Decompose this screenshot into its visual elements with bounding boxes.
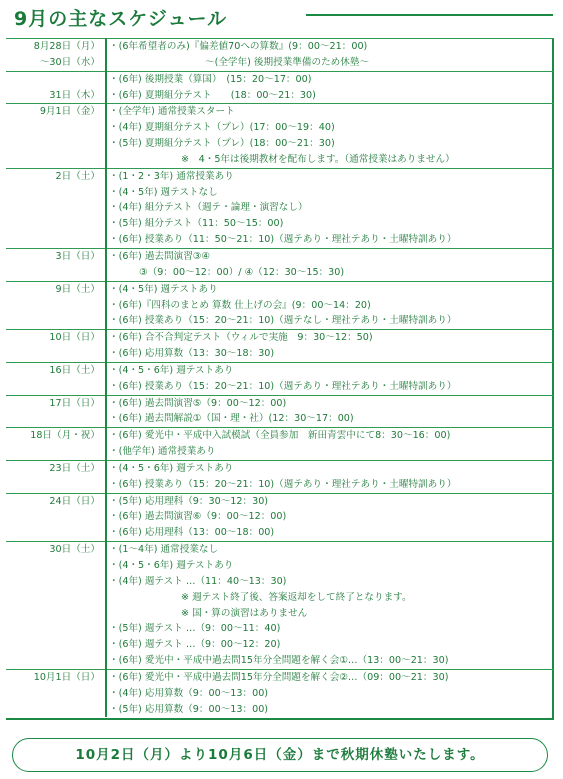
schedule-line — [6, 428, 554, 444]
schedule-entry: ※ 4・5年は後期教材を配布します。（通常授業はありません） — [181, 153, 455, 165]
schedule-entry: ・(4・5・6年) 週テストあり — [106, 460, 554, 476]
schedule-line — [6, 379, 554, 395]
schedule-entry: ・(6年) 授業あり（15：20～21：10)（週テあり・理社テあり・土曜特訓あり） — [109, 478, 457, 490]
schedule-date — [6, 686, 106, 702]
schedule-line — [6, 71, 554, 87]
schedule-date — [6, 136, 106, 152]
schedule-date: 30日（土） — [6, 542, 106, 558]
schedule-entry: ・(6年) 愛光中・平成中入試模試（全員参加 新田青雲中にて8：30～16：00) — [106, 428, 554, 444]
schedule-date: 2日（土） — [6, 168, 106, 184]
schedule-entry: ・(6年) 愛光中・平成中過去問15年分全問題を解く会②…（09：00～21：30) — [106, 669, 554, 685]
schedule-entry: ・(5年) 夏期組分テスト（プレ）(18：00～21：30) — [109, 138, 335, 150]
schedule-date — [6, 232, 106, 248]
schedule-entry: ・(4・5年) 週テストあり — [106, 281, 554, 297]
schedule-date — [6, 509, 106, 525]
schedule-entry: ・(4・5・6年) 週テストあり — [109, 560, 234, 571]
schedule-entry: ・(4年) 応用算数（9：00～13：00) — [109, 687, 269, 699]
schedule-entry: ・(6年希望者のみ)『偏差値70への算数』(9：00～21：00) — [106, 39, 554, 55]
schedule-date — [6, 411, 106, 427]
schedule-line — [6, 606, 554, 622]
schedule-entry: ③（9：00～12：00）/ ④（12：30～15：30) — [139, 266, 345, 278]
schedule-line — [6, 104, 554, 120]
schedule-date — [6, 200, 106, 216]
schedule-line — [6, 265, 554, 281]
schedule-line — [6, 542, 554, 558]
schedule-entry: ※ 週テスト終了後、答案返却をして終了となります。 — [181, 591, 412, 603]
schedule-entry: ・(6年) 週テスト …（9：00～12：20) — [109, 639, 281, 651]
schedule-date: 8月28日（月） — [6, 39, 106, 55]
schedule-line — [6, 558, 554, 574]
schedule-date — [6, 313, 106, 329]
schedule-date: 10日（日） — [6, 330, 106, 346]
schedule-entry: ・(5年) 週テスト …（9：00～11：40) — [109, 623, 281, 635]
schedule-table-wrap — [6, 38, 554, 717]
schedule-date — [6, 152, 106, 168]
schedule-date: 17日（日） — [6, 395, 106, 411]
schedule-date — [6, 346, 106, 362]
schedule-entry: ・(1～4年) 通常授業なし — [106, 542, 554, 558]
schedule-date: 24日（日） — [6, 493, 106, 509]
schedule-date — [6, 185, 106, 201]
schedule-line — [6, 88, 554, 104]
schedule-entry: ・(6年) 後期授業（算国） (15：20～17：00) — [106, 71, 554, 87]
schedule-line — [6, 477, 554, 493]
schedule-line — [6, 574, 554, 590]
schedule-entry: ・(6年) 応用理科（13：00～18：00) — [109, 527, 275, 539]
schedule-date: 31日（木） — [6, 88, 106, 104]
schedule-date — [6, 606, 106, 622]
schedule-date: 16日（土） — [6, 362, 106, 378]
schedule-entry: ・(6年) 授業あり（15：20～21：10)（週テなし・理社テあり・土曜特訓あり） — [109, 315, 457, 327]
schedule-date: 9日（土） — [6, 281, 106, 297]
schedule-entry: ・(4年) 週テスト …（11：40～13：30) — [109, 575, 287, 587]
schedule-table — [6, 38, 554, 717]
schedule-entry: ・(6年) 授業あり（15：20～21：10)（週テあり・理社テあり・土曜特訓あり） — [109, 380, 457, 392]
schedule-entry: ・(5年) 組分テスト（11：50～15：00) — [109, 218, 284, 230]
schedule-line — [6, 460, 554, 476]
schedule-date: ～30日（水） — [6, 55, 106, 71]
schedule-date — [6, 525, 106, 541]
schedule-date — [6, 298, 106, 314]
schedule-line — [6, 152, 554, 168]
schedule-entry: ・(4年) 夏期組分テスト（プレ）(17：00～19：40) — [109, 122, 335, 134]
schedule-date: 23日（土） — [6, 460, 106, 476]
schedule-line — [6, 346, 554, 362]
schedule-entry: ※ 国・算の演習はありません — [181, 607, 308, 619]
schedule-line — [6, 120, 554, 136]
schedule-entry: ・(6年) 授業あり（11：50～21：10)（週テあり・理社テあり・土曜特訓あり） — [109, 234, 457, 246]
schedule-line — [6, 637, 554, 653]
schedule-entry: ・(6年) 愛光中・平成中過去問15年分全問題を解く会①…（13：00～21：30) — [109, 655, 449, 667]
schedule-entry: ・(5年) 応用算数（9：00～13：00) — [109, 703, 269, 715]
schedule-line — [6, 216, 554, 232]
schedule-line — [6, 281, 554, 297]
schedule-line — [6, 39, 554, 55]
schedule-date — [6, 590, 106, 606]
schedule-entry: ・(6年) 過去問解説①（国・理・社）(12：30～17：00) — [109, 413, 354, 425]
schedule-line — [6, 185, 554, 201]
schedule-line — [6, 525, 554, 541]
schedule-date — [6, 265, 106, 281]
page-title: 9月の主なスケジュール — [14, 8, 228, 30]
schedule-line — [6, 653, 554, 669]
schedule-entry: ・(4年) 組分テスト（週テ・論理・演習なし） — [109, 202, 308, 214]
schedule-date: 10月1日（日） — [6, 669, 106, 685]
schedule-line — [6, 669, 554, 685]
schedule-line — [6, 362, 554, 378]
schedule-date — [6, 702, 106, 718]
schedule-date — [6, 653, 106, 669]
schedule-date — [6, 574, 106, 590]
schedule-line — [6, 313, 554, 329]
schedule-entry: ～(全学年) 後期授業準備のため休塾～ — [205, 56, 370, 68]
schedule-entry: ・(6年) 応用算数（13：30～18：30) — [109, 348, 275, 360]
closure-notice: 10月2日（月）より10月6日（金）まで秋期休塾いたします。 — [12, 738, 548, 772]
schedule-date — [6, 637, 106, 653]
schedule-line — [6, 444, 554, 460]
title-rule — [306, 14, 553, 16]
schedule-date: 3日（日） — [6, 248, 106, 264]
schedule-line — [6, 411, 554, 427]
schedule-line — [6, 168, 554, 184]
schedule-line — [6, 395, 554, 411]
schedule-line — [6, 298, 554, 314]
schedule-line — [6, 232, 554, 248]
schedule-date — [6, 216, 106, 232]
schedule-date — [6, 477, 106, 493]
schedule-line — [6, 621, 554, 637]
schedule-line — [6, 686, 554, 702]
schedule-line — [6, 200, 554, 216]
schedule-line — [6, 136, 554, 152]
schedule-line — [6, 509, 554, 525]
schedule-line — [6, 702, 554, 718]
schedule-entry: ・(5年) 応用理科（9：30～12：30) — [106, 493, 554, 509]
schedule-date — [6, 379, 106, 395]
schedule-entry: ・(1・2・3年) 通常授業あり — [106, 168, 554, 184]
schedule-line — [6, 330, 554, 346]
schedule-line — [6, 590, 554, 606]
schedule-date — [6, 71, 106, 87]
schedule-line — [6, 248, 554, 264]
schedule-date: 9月1日（金） — [6, 104, 106, 120]
schedule-entry: ・(他学年) 通常授業あり — [109, 446, 216, 458]
schedule-date — [6, 444, 106, 460]
schedule-entry: ・(6年) 合不合判定テスト（ウィルで実施 9：30～12：50) — [106, 330, 554, 346]
schedule-date — [6, 621, 106, 637]
schedule-date: 18日（月・祝） — [6, 428, 106, 444]
schedule-entry: ・(4・5・6年) 週テストあり — [106, 362, 554, 378]
schedule-line — [6, 493, 554, 509]
schedule-entry: ・(6年) 夏期組分テスト (18：00～21：30) — [109, 89, 316, 101]
schedule-entry: ・(6年)『四科のまとめ 算数 仕上げの会』(9：00～14：20) — [109, 299, 371, 311]
schedule-entry: ・(全学年) 通常授業スタート — [106, 104, 554, 120]
schedule-entry: ・(6年) 過去問演習⑤（9：00～12：00) — [106, 395, 554, 411]
schedule-line — [6, 55, 554, 71]
schedule-entry: ・(6年) 過去問演習⑥（9：00～12：00) — [109, 511, 287, 523]
schedule-date — [6, 558, 106, 574]
schedule-entry: ・(6年) 過去問演習③④ — [106, 248, 554, 264]
schedule-date — [6, 120, 106, 136]
schedule-entry: ・(4・5年) 週テストなし — [109, 186, 218, 198]
